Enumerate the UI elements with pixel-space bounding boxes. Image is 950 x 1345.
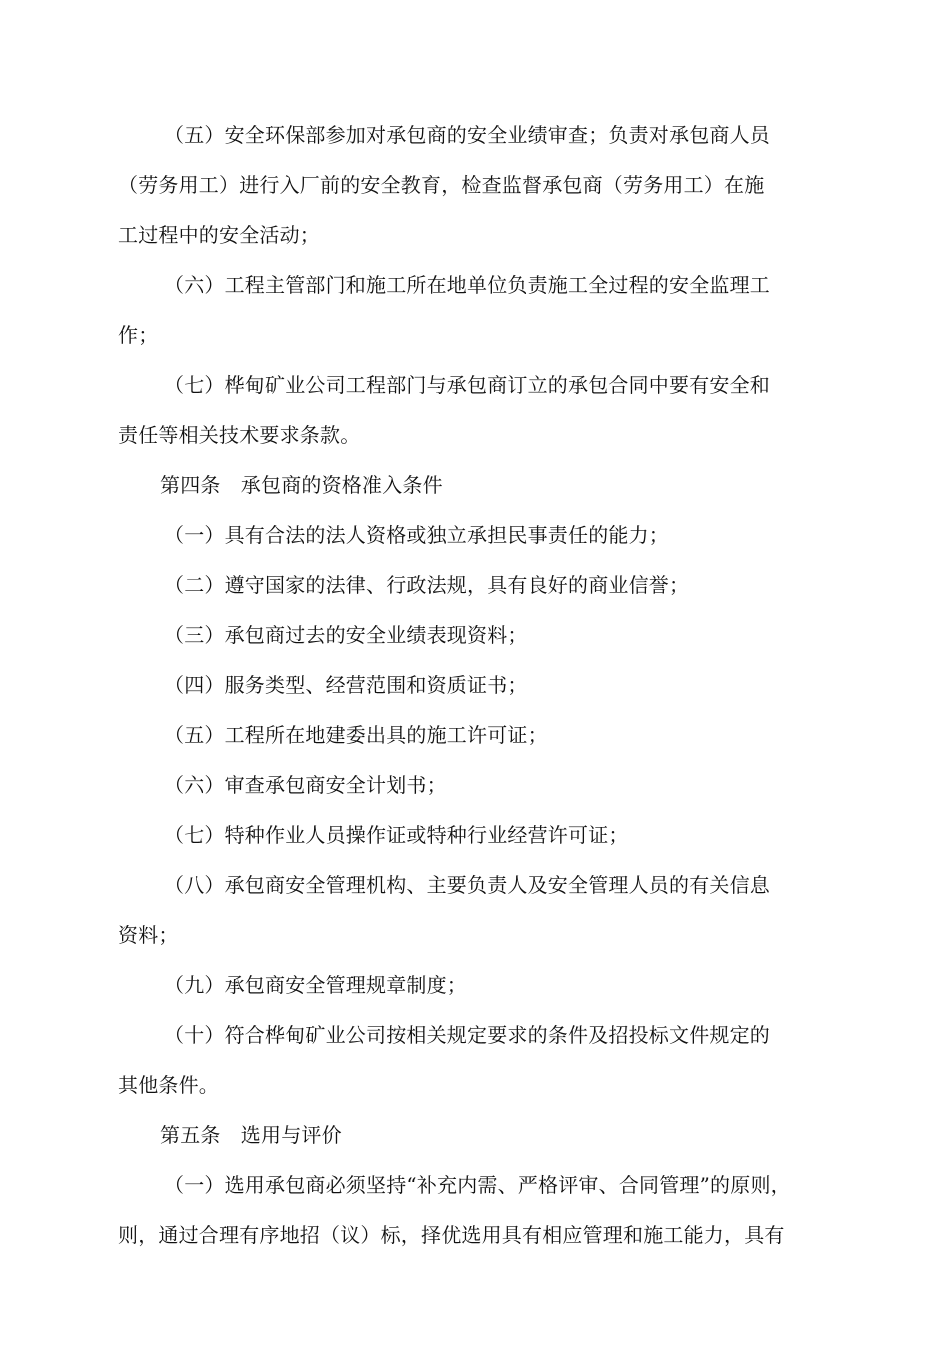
text-line: （七）特种作业人员操作证或特种行业经营许可证； bbox=[164, 823, 629, 847]
text-line: （六）工程主管部门和施工所在地单位负责施工全过程的安全监理工 bbox=[164, 273, 770, 297]
text-line: 资料； bbox=[118, 923, 179, 947]
text-line: 作； bbox=[118, 323, 159, 347]
text-line: （七）桦甸矿业公司工程部门与承包商订立的承包合同中要有安全和 bbox=[164, 373, 770, 397]
text-line: （三）承包商过去的安全业绩表现资料； bbox=[164, 623, 528, 647]
section-heading: 第四条 承包商的资格准入条件 bbox=[160, 473, 443, 497]
text-line: （六）审查承包商安全计划书； bbox=[164, 773, 447, 797]
text-line: （二）遵守国家的法律、行政法规，具有良好的商业信誉； bbox=[164, 573, 690, 597]
text-line: （劳务用工）进行入厂前的安全教育，检查监督承包商（劳务用工）在施 bbox=[118, 173, 765, 197]
text-line: （五）工程所在地建委出具的施工许可证； bbox=[164, 723, 548, 747]
text-line: （五）安全环保部参加对承包商的安全业绩审查；负责对承包商人员 bbox=[164, 123, 770, 147]
text-line: （一）具有合法的法人资格或独立承担民事责任的能力； bbox=[164, 523, 669, 547]
text-line: （九）承包商安全管理规章制度； bbox=[164, 973, 467, 997]
text-line: 其他条件。 bbox=[118, 1073, 219, 1097]
section-heading: 第五条 选用与评价 bbox=[160, 1123, 342, 1147]
text-line: （一）选用承包商必须坚持“补充内需、严格评审、合同管理”的原则， bbox=[164, 1173, 791, 1197]
text-line: （四）服务类型、经营范围和资质证书； bbox=[164, 673, 528, 697]
text-line: （八）承包商安全管理机构、主要负责人及安全管理人员的有关信息 bbox=[164, 873, 770, 897]
text-line: （十）符合桦甸矿业公司按相关规定要求的条件及招投标文件规定的 bbox=[164, 1023, 770, 1047]
text-line: 则，通过合理有序地招（议）标，择优选用具有相应管理和施工能力，具有 bbox=[118, 1223, 785, 1247]
text-line: 责任等相关技术要求条款。 bbox=[118, 423, 361, 447]
text-line: 工过程中的安全活动； bbox=[118, 223, 320, 247]
